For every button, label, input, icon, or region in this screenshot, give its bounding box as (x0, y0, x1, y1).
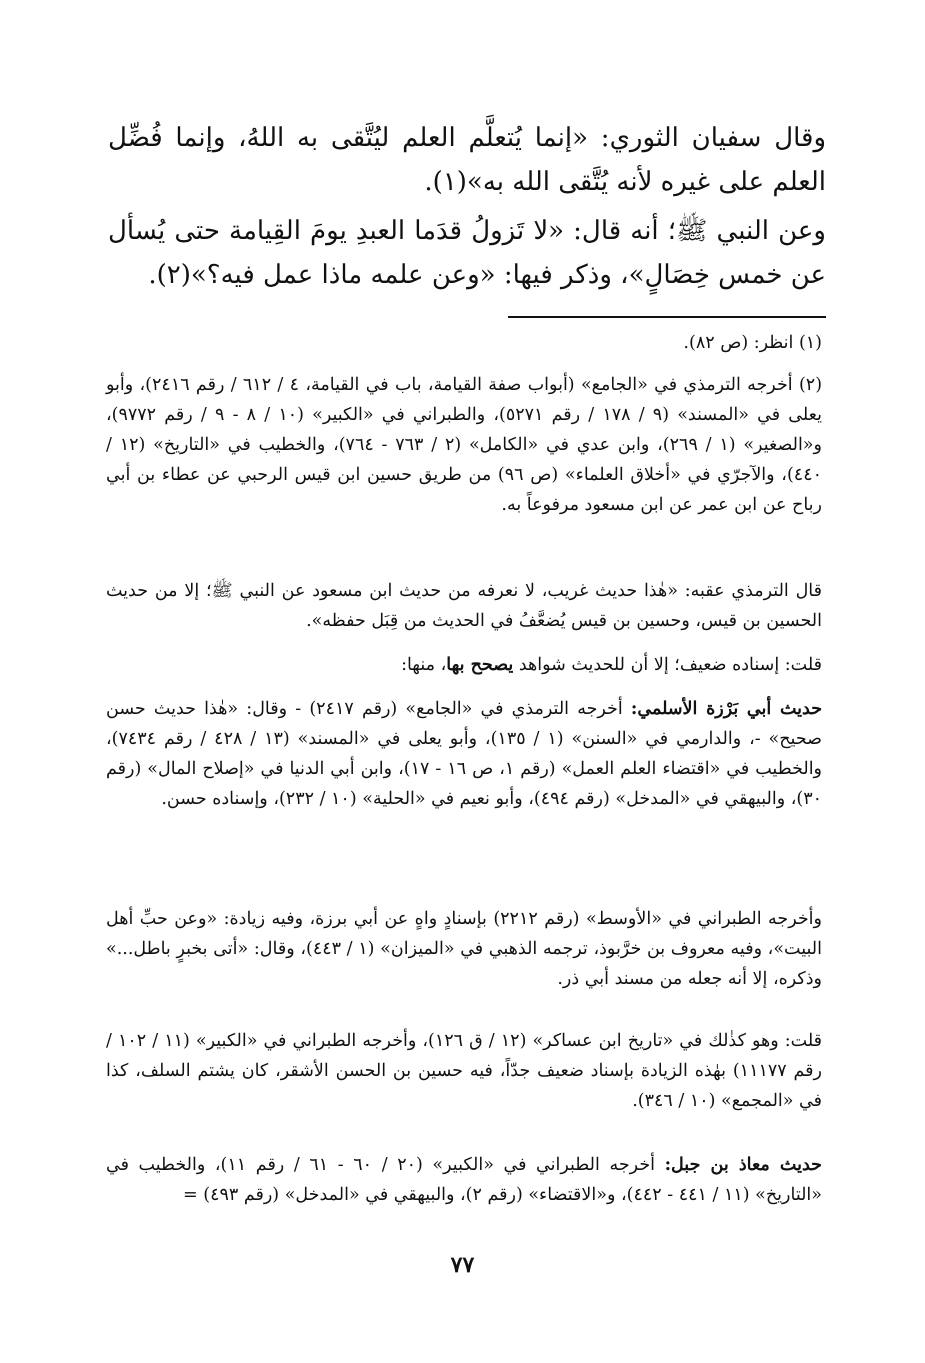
author-note-1-text-b: ، منها: (401, 655, 447, 675)
hadith-abi-barza (106, 694, 822, 814)
hadith-abi-barza-heading: حديث أبي بَرْزة الأسلمي: (630, 699, 823, 719)
main-paragraph-hadith: وعن النبي ﷺ؛ أنه قال: «لا تَزولُ قدَما العبدِ يومَ القِيامة حتى يُسأل عن خمس خِصَالٍ»، وذكر فيها: «وعن علمه ماذا عمل فيه؟»(٢). (108, 216, 826, 290)
tabarani-awsat-note: وأخرجه الطبراني في «الأوسط» (رقم ٢٢١٢) بإسنادٍ واهٍ عن أبي برزة، وفيه زيادة: «وعن حبِّ أهل البيت»، وفيه معروف بن خرَّبوذ، ترجمه الذهبي في «الميزان» (١ / ٤٤٣)، وقال: «أتى بخبرٍ باطل...» وذكره، إلا أنه جعله من مسند أبي ذر. (106, 909, 822, 989)
author-note-1-bold: يصحح بها (446, 655, 514, 675)
author-note-1 (106, 650, 822, 680)
hadith-muadh (106, 1150, 822, 1210)
author-note-2: قلت: وهو كذٰلك في «تاريخ ابن عساكر» (١٢ / ق ١٢٦)، وأخرجه الطبراني في «الكبير» (١١ / ١٠٢ / رقم ١١١٧٧) بهٰذه الزيادة بإسناد ضعيف جدّاً، فيه حسين بن الحسن الأشقر، كان يشتم السلف، كذا في «المجمع» (١٠ / ٣٤٦). (106, 1031, 822, 1111)
footnote-2: (٢) أخرجه الترمذي في «الجامع» (أبواب صفة القيامة، باب في القيامة، ٤ / ٦١٢ / رقم ٢٤١٦)، وأبو يعلى في «المسند» (٩ / ١٧٨ / رقم ٥٢٧١)، والطبراني في «الكبير» (١٠ / ٨ - ٩ / رقم ٩٧٧٢)، و«الصغير» (١ / ٢٦٩)، وابن عدي في «الكامل» (٢ / ٧٦٣ - ٧٦٤)، والخطيب في «التاريخ» (١٢ / ٤٤٠)، والآجرّي في «أخلاق العلماء» (ص ٩٦) من طريق حسين ابن قيس الرحبي عن عطاء بن أبي رباح عن ابن عمر عن ابن مسعود مرفوعاً به. (106, 375, 823, 515)
author-note-1-text-a: قلت: إسناده ضعيف؛ إلا أن للحديث شواهد (513, 655, 822, 675)
footnote-1: (١) انظر: (ص ٨٢). (683, 333, 822, 353)
footnote-separator (508, 316, 826, 318)
page-number: ٧٧ (450, 1252, 475, 1278)
hadith-muadh-text: أخرجه الطبراني في «الكبير» (٢٠ / ٦٠ - ٦١ / رقم ١١)، والخطيب في «التاريخ» (١١ / ٤٤١ - ٤٤٢)، و«الاقتضاء» (رقم ٢)، والبيهقي في «المدخل» (رقم ٤٩٣) = (106, 1155, 822, 1205)
main-paragraph-thawri: وقال سفيان الثوري: «إنما يُتعلَّم العلم ليُتَّقى به اللهُ، وإنما فُضِّل العلم على غيره لأنه يُتَّقى الله به»(١). (108, 123, 826, 197)
hadith-muadh-heading: حديث معاذ بن جبل: (664, 1155, 822, 1175)
tirmidhi-comment: قال الترمذي عقبه: «هٰذا حديث غريب، لا نعرفه من حديث ابن مسعود عن النبي ﷺ؛ إلا من حديث الحسين بن قيس، وحسين بن قيس يُضعَّفُ في الحديث من قِبَل حفظه». (106, 581, 822, 631)
hadith-abi-barza-text: أخرجه الترمذي في «الجامع» (رقم ٢٤١٧) - وقال: «هٰذا حديث حسن صحيح» -، والدارمي في «السنن» (١ / ١٣٥)، وأبو يعلى في «المسند» (١٣ / ٤٢٨ / رقم ٧٤٣٤)، والخطيب في «اقتضاء العلم العمل» (رقم ١، ص ١٦ - ١٧)، وابن أبي الدنيا في «إصلاح المال» (رقم ٣٠)، والبيهقي في «المدخل» (رقم ٤٩٤)، وأبو نعيم في «الحلية» (١٠ / ٢٣٢)، وإسناده حسن. (106, 699, 823, 809)
